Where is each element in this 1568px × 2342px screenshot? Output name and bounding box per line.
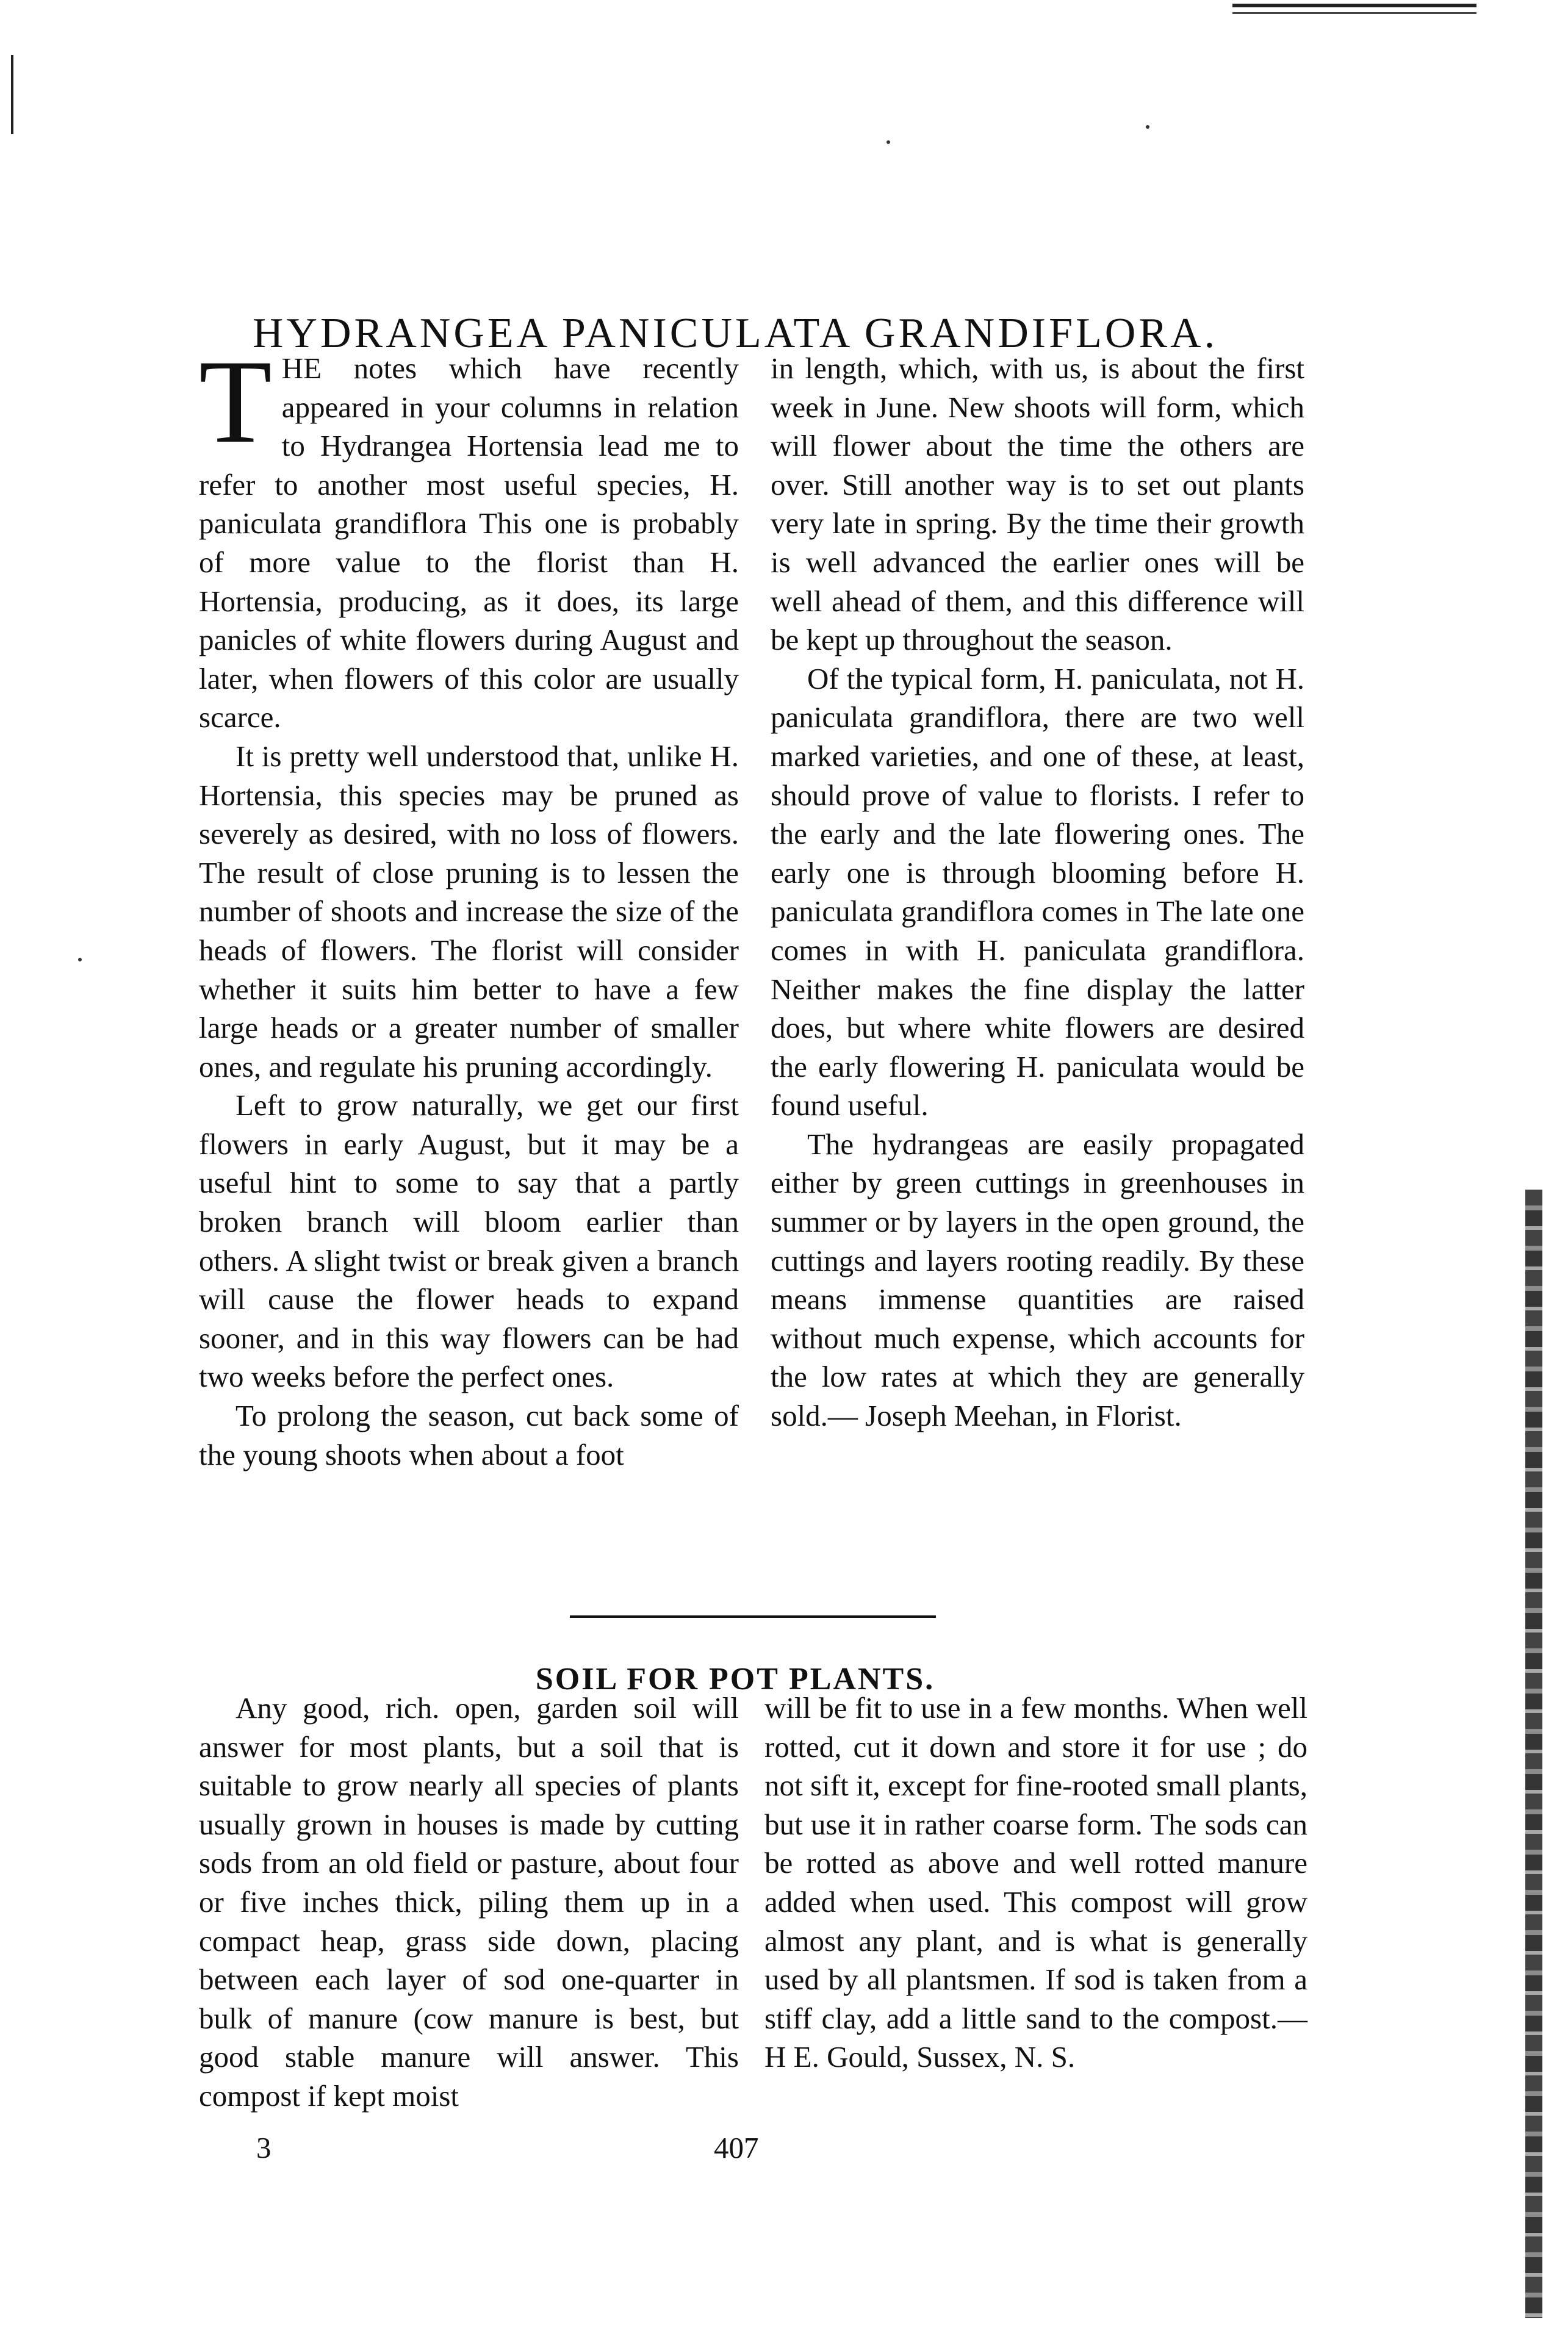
signature-mark: 3 xyxy=(256,2131,272,2164)
article-column-right xyxy=(764,1689,1307,2077)
section-title: SOIL FOR POT PLANTS. xyxy=(535,1662,935,1697)
paragraph-text: HE notes which have recently appeared in your columns in relation to Hydrangea Hortensia lead me to refer to another most useful species, H. paniculata grandiflora This one is probably of more value to the florist than H. Hortensia, producing, as it does, its large panicles of white flowers during August and later, when flowers of this color are usually scarce. xyxy=(199,351,739,735)
article-column-right xyxy=(771,349,1304,1435)
scan-speck xyxy=(886,140,890,144)
scan-artifact-mark xyxy=(11,55,13,134)
paragraph: Of the typical form, H. paniculata, not H. paniculata grandiflora, there are two well marked varieties, and one of these, at least, should prove of value to florists. I refer to the early and the late flowering ones. The early one is through blooming before H. paniculata grandiflora comes in The late one comes in with H. paniculata grandiflora. Neither makes the fine display the latter does, but where white flowers are desired the early flowering H. paniculata would be found useful. xyxy=(771,661,1304,1123)
scan-speck xyxy=(1146,125,1149,129)
paragraph: It is pretty well understood that, unlike H. Hortensia, this species may be pruned as severely as desired, with no loss of flowers. The result of close pruning is to lessen the number of shoots and increase the size of the heads of flowers. The florist will consider whether it suits him better to have a few large heads or a greater number of smaller ones, and regulate his pruning accordingly. xyxy=(199,739,739,1083)
scan-speck xyxy=(78,958,82,961)
paragraph: To prolong the season, cut back some of the young shoots when about a foot xyxy=(199,1399,739,1471)
paragraph: Any good, rich. open, garden soil will answer for most plants, but a soil that is suitable to grow nearly all species of plants usually grown in houses is made by cutting sods from an old field or pasture, about four or five inches thick, piling them up in a compact heap, grass side down, placing between each layer of sod one-quarter in bulk of manure (cow manure is best, but good stable manure will answer. This compost if kept moist xyxy=(199,1691,739,2113)
section-divider xyxy=(570,1615,936,1618)
paragraph: The hydrangeas are easily propagated either by green cuttings in greenhouses in summer or by layers in the open ground, the cuttings and layers rooting readily. By these means immense quantities are raised without much expense, which accounts for the low rates at which they are generally sold.— Joseph Meehan, in Florist. xyxy=(771,1127,1304,1433)
scan-artifact-edge xyxy=(1525,1190,1542,2318)
article-column-left xyxy=(199,1689,739,2116)
page-number: 407 xyxy=(714,2131,759,2164)
paragraph: will be fit to use in a few months. When well rotted, cut it down and store it for use ; do not sift it, except for fine-rooted small plants, but use it in rather coarse form. The sods can be rotted as above and well rotted manure added when used. This compost will grow almost any plant, and is what is generally used by all plantsmen. If sod is taken from a stiff clay, add a little sand to the compost.—H E. Gould, Sussex, N. S. xyxy=(764,1691,1307,2074)
article-title: HYDRANGEA PANICULATA GRANDIFLORA. xyxy=(252,309,1218,357)
paragraph xyxy=(199,336,739,737)
scan-artifact-rule xyxy=(1232,12,1476,14)
drop-cap: T xyxy=(199,336,272,468)
paragraph: in length, which, with us, is about the first week in June. New shoots will form, which will flower about the time the others are over. Still another way is to set out plants very late in spring. By the time their growth is well advanced the earlier ones will be well ahead of them, and this difference will be kept up throughout the season. xyxy=(771,351,1304,657)
scan-artifact-rule xyxy=(1232,4,1476,7)
paragraph: Left to grow naturally, we get our first flowers in early August, but it may be a useful hint to some to say that a partly broken branch will bloom earlier than others. A slight twist or break given a branch will cause the flower heads to expand sooner, and in this way flowers can be had two weeks before the perfect ones. xyxy=(199,1088,739,1394)
article-column-left xyxy=(199,336,739,1474)
